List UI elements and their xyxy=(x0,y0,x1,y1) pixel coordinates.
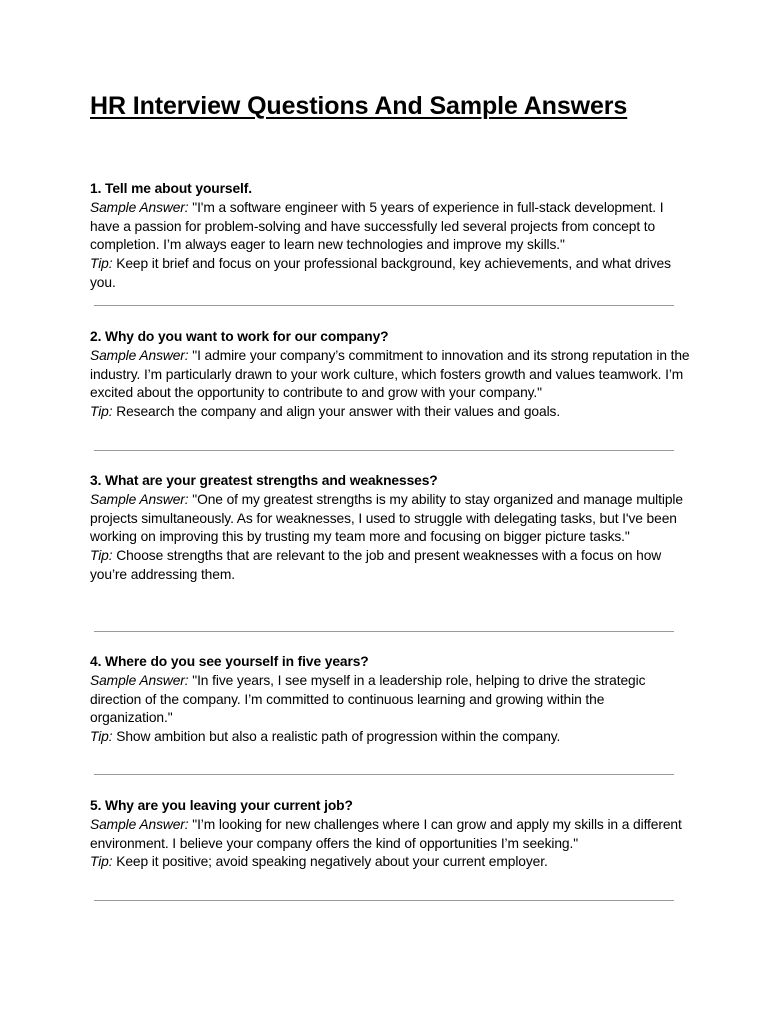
tip-5 xyxy=(90,853,690,872)
qa-item-1 xyxy=(90,180,690,293)
tip-text: Research the company and align your answer with their values and goals. xyxy=(116,404,561,420)
sample-answer-text: "I admire your company’s commitment to innovation and its strong reputation in the industry. I’m particularly drawn to your work culture, which fosters growth and values teamwork. I’m excited about the opportunity to contribute to and grow with your company." xyxy=(90,347,690,401)
divider xyxy=(94,305,674,306)
page-title: HR Interview Questions And Sample Answers xyxy=(90,92,628,120)
tip-3 xyxy=(90,547,690,585)
qa-item-5 xyxy=(90,797,690,872)
sample-answer-label: Sample Answer: xyxy=(90,199,189,215)
divider xyxy=(94,450,674,451)
question-2: 2. Why do you want to work for our company? xyxy=(90,329,389,344)
tip-label: Tip: xyxy=(90,854,113,870)
question-3: 3. What are your greatest strengths and weaknesses? xyxy=(90,473,438,488)
sample-answer-text: "One of my greatest strengths is my ability to stay organized and manage multiple projects simultaneously. As for weaknesses, I used to struggle with delegating tasks, but I've been working on improving this by trusting my team more and focusing on bigger picture tasks." xyxy=(90,491,683,545)
divider xyxy=(94,900,674,901)
question-5: 5. Why are you leaving your current job? xyxy=(90,798,353,813)
tip-2 xyxy=(90,403,690,422)
tip-text: Keep it positive; avoid speaking negatively about your current employer. xyxy=(116,854,548,870)
tip-1 xyxy=(90,255,690,293)
sample-answer-4 xyxy=(90,672,690,728)
sample-answer-text: "I’m looking for new challenges where I can grow and apply my skills in a different environment. I believe your company offers the kind of opportunities I’m seeking." xyxy=(90,816,682,851)
sample-answer-1 xyxy=(90,199,690,255)
qa-item-4 xyxy=(90,653,690,747)
sample-answer-text: "I'm a software engineer with 5 years of experience in full-stack development. I have a passion for problem-solving and have successfully led several projects from concept to completion. I’m always eager to learn new technologies and improve my skills." xyxy=(90,199,664,253)
qa-item-2 xyxy=(90,328,690,422)
divider xyxy=(94,774,674,775)
sample-answer-2 xyxy=(90,347,690,403)
sample-answer-label: Sample Answer: xyxy=(90,491,189,507)
tip-text: Show ambition but also a realistic path of progression within the company. xyxy=(116,729,561,745)
tip-label: Tip: xyxy=(90,729,113,745)
sample-answer-label: Sample Answer: xyxy=(90,347,189,363)
tip-label: Tip: xyxy=(90,404,113,420)
sample-answer-3 xyxy=(90,491,690,547)
sample-answer-5 xyxy=(90,816,690,854)
tip-text: Keep it brief and focus on your professional background, key achievements, and what drives you. xyxy=(90,256,671,290)
question-4: 4. Where do you see yourself in five years? xyxy=(90,654,369,669)
tip-label: Tip: xyxy=(90,256,113,272)
tip-label: Tip: xyxy=(90,548,113,564)
sample-answer-label: Sample Answer: xyxy=(90,816,189,832)
tip-4 xyxy=(90,728,690,747)
sample-answer-text: "In five years, I see myself in a leadership role, helping to drive the strategic direction of the company. I’m committed to continuous learning and growing within the organization." xyxy=(90,672,646,726)
sample-answer-label: Sample Answer: xyxy=(90,672,189,688)
tip-text: Choose strengths that are relevant to the job and present weaknesses with a focus on how you’re addressing them. xyxy=(90,548,662,582)
question-1: 1. Tell me about yourself. xyxy=(90,181,252,196)
divider xyxy=(94,631,674,632)
qa-item-3 xyxy=(90,472,690,585)
